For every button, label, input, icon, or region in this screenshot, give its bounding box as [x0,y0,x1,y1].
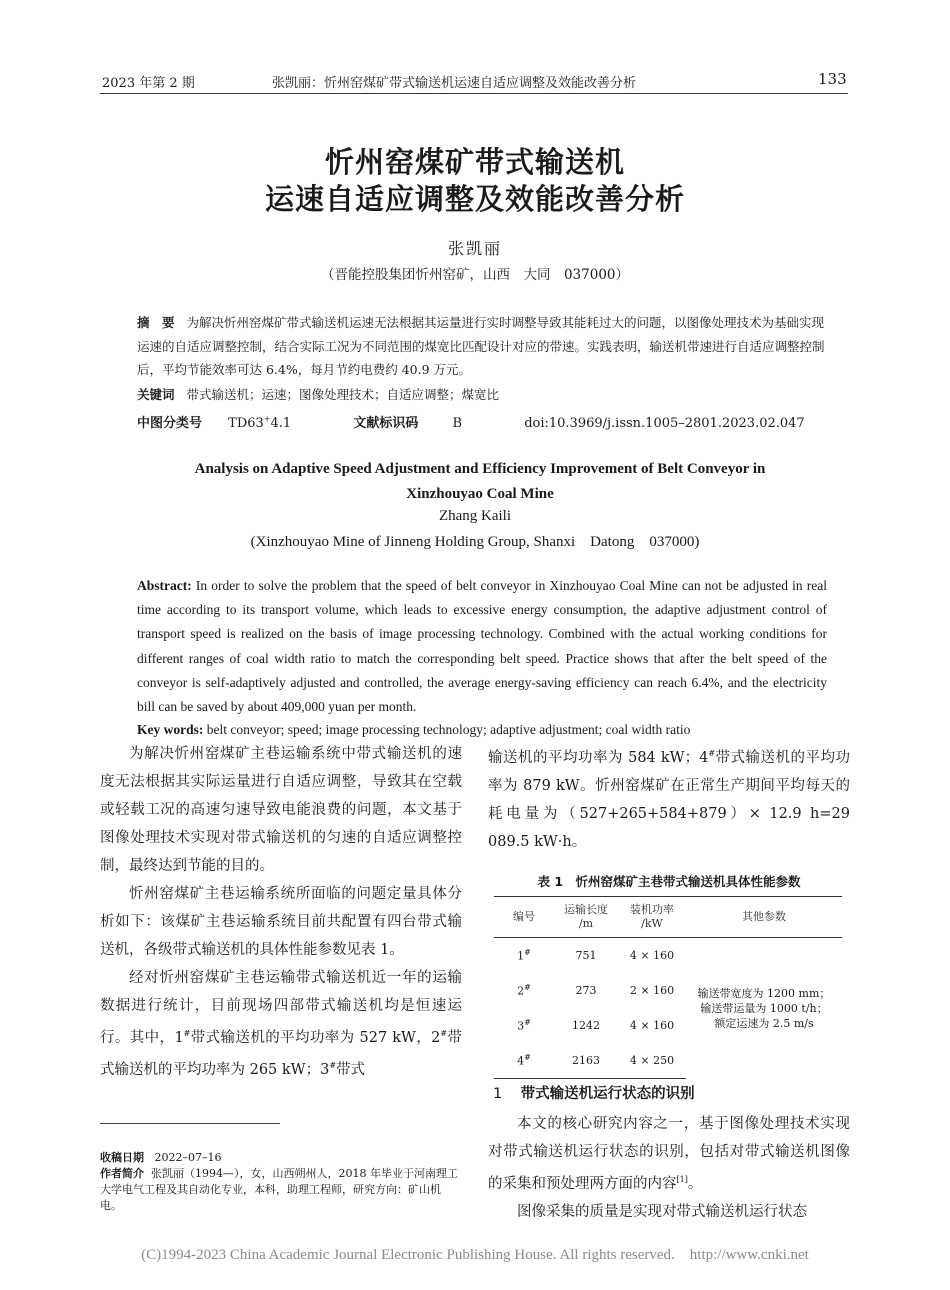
body-paragraph: 输送机的平均功率为 584 kW；4#带式输送机的平均功率为 879 kW。忻州窑煤矿在正常生产期间平均每天的耗电量为（527+265+584+879）× 12.9 h=29 089.5 kW·h。 [488,749,851,850]
footnote-rule [100,1123,280,1124]
body-paragraph: 本文的核心研究内容之一，基于图像处理技术实现对带式输送机运行状态的识别，包括对带式输送机图像的采集和预处理两方面的内容[1]。 [488,1116,850,1192]
body-right-column-top [488,740,850,856]
author-name-cn: 张凯丽 [447,239,502,258]
affiliation-cn: （晋能控股集团忻州窑矿，山西 大同 037000） [320,267,630,283]
body-paragraph: 图像采集的质量是实现对带式输送机运行状态 [517,1203,807,1220]
copyright-notice: (C)1994-2023 China Academic Journal Electronic Publishing House. All rights reserved. http://www.cnki.net [141,1247,809,1263]
keywords-cn [137,383,827,407]
author-name-en: Zhang Kaili [438,508,512,524]
section-title: 带式输送机运行状态的识别 [520,1086,695,1102]
paper-title-en-line1: Analysis on Adaptive Speed Adjustment and Efficiency Improvement of Belt Conveyor in [194,461,766,477]
running-header-title: 张凯丽：忻州窑煤矿带式输送机运速自适应调整及效能改善分析 [272,76,637,91]
paper-title-en-line2: Xinzhouyao Coal Mine [406,486,554,502]
abstract-cn [137,311,827,382]
table-1 [494,896,842,1079]
abstract-en-label: Abstract: [137,578,192,593]
table-other-params: 输送带宽度为 1200 mm； 输送带运量为 1000 t/h； 额定运速为 2.5 m/s [697,986,831,1030]
abstract-en [137,574,827,719]
abstract-cn-text: 为解决忻州窑煤矿带式输送机运速无法根据其运量进行实时调整导致其能耗过大的问题，以图像处理技术为基础实现运速的自适应调整控制，结合实际工况为不同范围的煤宽比匹配设计对应的带速。实践表明，输送机带速进行自适应调整控制后，平均节能效率可达 6.4%，每月节约电费约 40.9 万元。 [137,315,825,377]
body-paragraph: 为解决忻州窑煤矿主巷运输系统中带式输送机的速度无法根据其实际运量进行自适应调整，导致其在空载或轻载工况的高速匀速导致电能浪费的问题，本文基于图像处理技术实现对带式输送机的匀速的自适应调整控制，最终达到节能的目的。 [100,746,462,874]
clc-value: TD63+4.1 [228,414,292,431]
classification-row [137,412,837,431]
table-row: 1# 751 4 × 160 输送带宽度为 1200 mm； 输送带运量为 1000 t/h； 额定运速为 2.5 m/s [494,938,842,974]
affiliation-en: (Xinzhouyao Mine of Jinneng Holding Group, Shanxi Datong 037000) [250,534,700,550]
paper-title-line2: 运速自适应调整及效能改善分析 [264,182,685,216]
doc-code-label: 文献标识码 [353,416,419,431]
section-heading [493,1082,695,1103]
abstract-cn-label: 摘 要 [137,315,175,330]
body-paragraph: 经对忻州窑煤矿主巷运输带式输送机近一年的运输数据进行统计，目前现场四部带式输送机均是恒速运行。其中，1#带式输送机的平均功率为 527 kW，2#带式输送机的平均功率为 265 kW；3#带式 [100,970,462,1078]
paper-title-en [140,457,820,507]
doc-code-value: B [452,416,463,431]
keywords-cn-text: 带式输送机；运速；图像处理技术；自适应调整；煤宽比 [186,387,499,402]
running-header-issue: 2023 年第 2 期 [102,76,195,91]
table-header-length: 运输长度 /m [554,897,618,938]
page-number: 133 [818,70,847,88]
table-row: 3# 1242 4 × 160 [517,1018,675,1033]
clc-label: 中图分类号 [137,416,203,431]
body-right-column-bottom [488,1110,850,1226]
table-row: 4# 2163 4 × 250 [494,1043,842,1079]
section-number: 1 [493,1086,503,1102]
table-header-other: 其他参数 [686,897,842,938]
header-rule [100,93,848,94]
doi: doi:10.3969/j.issn.1005–2801.2023.02.047 [524,416,805,431]
table-row: 2# 273 2 × 160 [517,983,675,998]
paper-title-line1: 忻州窑煤矿带式输送机 [324,145,625,179]
body-paragraph: 忻州窑煤矿主巷运输系统所面临的问题定量具体分析如下：该煤矿主巷运输系统目前共配置有四台带式输送机，各级带式输送机的具体性能参数见表 1。 [100,886,462,958]
keywords-en-label: Key words: [137,722,204,737]
footnote-received-date: 收稿日期 2022–07–16 [100,1151,222,1164]
keywords-cn-label: 关键词 [137,387,175,402]
table-header-id: 编号 [494,897,554,938]
keywords-en-text: belt conveyor; speed; image processing technology; adaptive adjustment; coal width ratio [203,722,691,737]
footnote-author-bio: 作者简介 张凯丽（1994—），女，山西朔州人，2018 年毕业于河南理工大学电气工程及其自动化专业，本科，助理工程师，研究方向：矿山机电。 [100,1167,458,1212]
keywords-en [137,718,827,742]
table-header-power: 装机功率 /kW [618,897,686,938]
table-caption: 表 1 忻州窑煤矿主巷带式输送机具体性能参数 [537,874,801,889]
citation-ref: [1] [676,1175,688,1184]
abstract-en-text: In order to solve the problem that the speed of belt conveyor in Xinzhouyao Coal Mine can not be adjusted in real time according to its transport volume, which leads to excessive energy consumption, the adaptive adjustment control of transport speed is realized on the basis of image processing technology. Combined with the actual working conditions for different ranges of coal width ratio to match the corresponding belt speed. Practice shows that after the belt speed of the conveyor is self-adaptively adjusted and controlled, the average energy-saving efficiency can reach 6.4%, and the electricity bill can be saved by about 409,000 yuan per month. [137,578,827,715]
body-left-column [100,740,462,1084]
